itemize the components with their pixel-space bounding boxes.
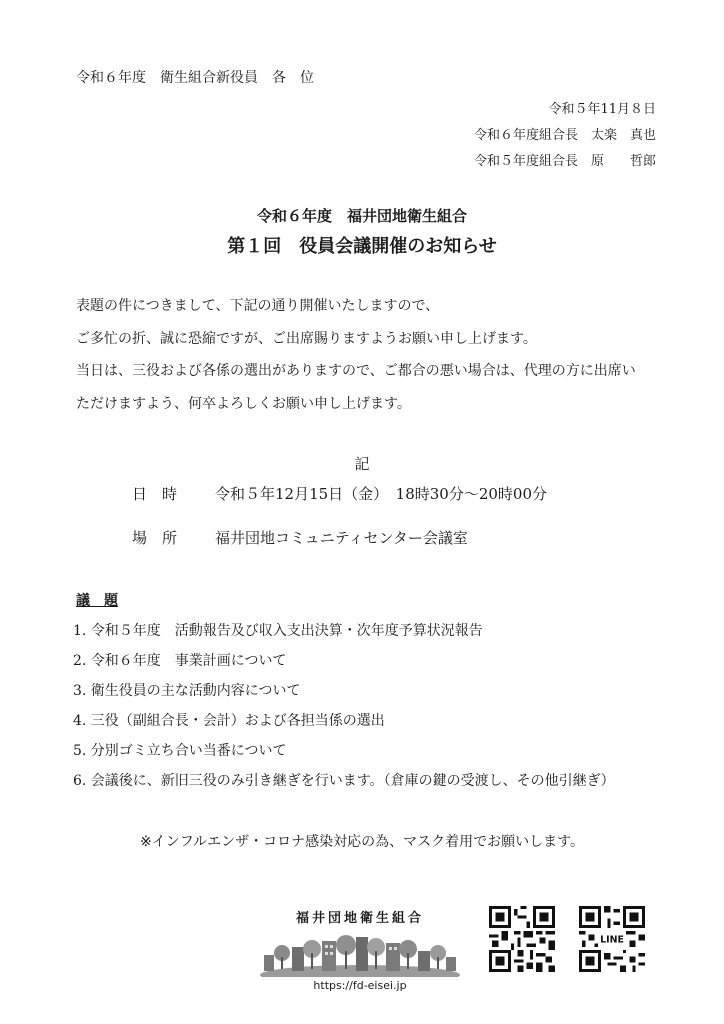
sender-current: 令和６年度組合長 太楽 真也 (473, 128, 656, 143)
issue-date: 令和５年11月８日 (548, 102, 656, 117)
place-value: 福井団地コミュニティセンター会議室 (215, 529, 468, 547)
agenda-item-6: 6. 会議後に、新旧三役のみ引き継ぎを行います。（倉庫の鍵の受渡し、その他引継ぎ） (73, 773, 615, 789)
agenda-item-3: 3. 衛生役員の主な活動内容について (73, 683, 301, 699)
website-qr-code[interactable] (489, 906, 555, 972)
website-url[interactable]: https://fd-eisei.jp (313, 979, 407, 992)
sender-previous: 令和５年度組合長 原 哲郎 (473, 154, 656, 169)
mask-notice: ※インフルエンザ・コロナ感染対応の為、マスク着用でお願いします。 (139, 834, 585, 850)
body-line-1: 表題の件につきまして、下記の通り開催いたしますので、 (76, 298, 440, 314)
title-line1: 令和６年度 福井団地衛生組合 (256, 207, 467, 225)
agenda-item-1: 1. 令和５年度 活動報告及び収入支出決算・次年度予算状況報告 (73, 623, 483, 639)
body-line-3: 当日は、三役および各係の選出がありますので、ご都合の悪い場合は、代理の方に出席い (76, 363, 636, 379)
place-label: 場 所 (132, 529, 178, 547)
agenda-item-2: 2. 令和６年度 事業計画について (73, 653, 287, 669)
agenda-item-4: 4. 三役（副組合長・会計）および各担当係の選出 (73, 713, 385, 729)
townscape-illustration (258, 925, 462, 977)
line-qr-code[interactable] (579, 906, 645, 972)
line-label: LINE (600, 934, 624, 946)
date-value: 令和５年12月15日（金） 18時30分～20時00分 (215, 485, 548, 503)
agenda-item-5: 5. 分別ゴミ立ち合い当番について (73, 743, 287, 759)
agenda-heading: 議 題 (76, 593, 118, 609)
addressee: 令和６年度 衛生組合新役員 各 位 (76, 70, 314, 86)
org-logo-name: 福井団地衛生組合 (295, 911, 424, 926)
page-title: 第１回 役員会議開催のお知らせ (227, 236, 497, 257)
ki-mark: 記 (354, 455, 370, 473)
body-line-4: ただけますよう、何卒よろしくお願い申し上げます。 (76, 396, 411, 412)
date-label: 日 時 (132, 485, 178, 503)
body-line-2: ご多忙の折、誠に恐縮ですが、ご出席賜りますようお願い申し上げます。 (76, 331, 537, 347)
